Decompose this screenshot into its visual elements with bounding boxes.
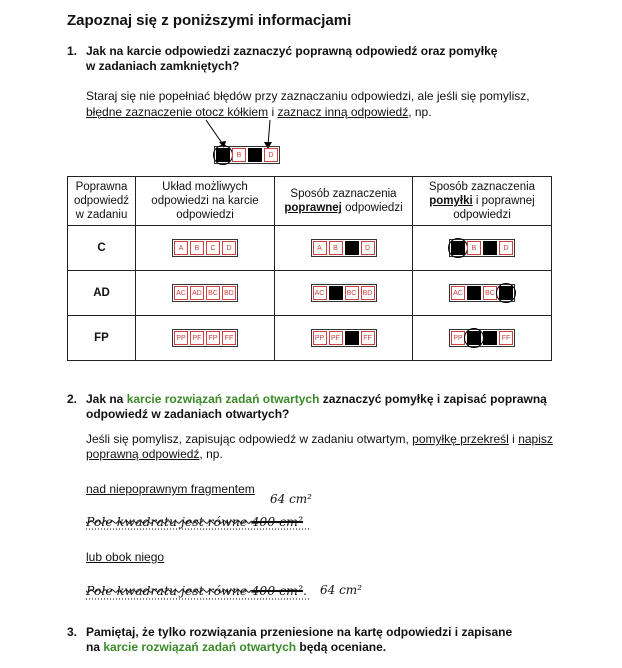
layout-cell	[136, 271, 275, 316]
answer-box: PP	[451, 331, 465, 345]
section-2-question-line1: Jak na karcie rozwiązań zadań otwartych zaznaczyć pomyłkę i zapisać poprawną	[86, 392, 547, 406]
answer-box: AC	[174, 286, 188, 300]
header-correct-answer: Poprawna odpowiedź w zadaniu	[68, 177, 136, 226]
section-2-number: 2.	[67, 392, 78, 406]
mistake-cell	[413, 271, 552, 316]
answer-box: D	[222, 241, 236, 255]
answer-box: AD	[190, 286, 204, 300]
answer-box: BC	[206, 286, 220, 300]
correct-cell	[275, 316, 413, 361]
label-above-fragment: nad niepoprawnym fragmentem	[86, 482, 255, 496]
answer-box: AC	[451, 286, 465, 300]
write-instruction: napisz	[518, 432, 553, 446]
section-3-number: 3.	[67, 625, 78, 639]
table-row	[68, 316, 552, 361]
answer-box: BD	[222, 286, 236, 300]
row-code: AD	[68, 271, 136, 316]
correct-cell	[275, 226, 413, 271]
answer-box: A	[174, 241, 188, 255]
answer-box: D	[361, 241, 375, 255]
section-2-paragraph-line1: Jeśli się pomylisz, zapisując odpowiedź w zadaniu otwartym, pomyłkę przekreśl i napisz	[86, 432, 553, 446]
handwritten-correction-beside: 64 cm²	[320, 583, 362, 597]
page-title: Zapoznaj się z poniższymi informacjami	[67, 12, 352, 29]
handwriting-dotted-underline	[86, 526, 311, 532]
row-code: FP	[68, 316, 136, 361]
section-1-number: 1.	[67, 44, 78, 58]
handwriting-dotted-underline	[86, 596, 311, 602]
section-1-paragraph-line1: Staraj się nie popełniać błędów przy zaznaczaniu odpowiedzi, ale jeśli się pomylisz,	[86, 89, 530, 103]
answer-box-circled	[467, 331, 481, 345]
answer-box: PF	[190, 331, 204, 345]
section-2-question-line2: odpowiedź w zadaniach otwartych?	[86, 407, 290, 421]
mistake-cell	[413, 226, 552, 271]
answer-box	[248, 148, 262, 162]
answer-box-filled	[329, 286, 343, 300]
section-1-question-line2: w zadaniach zamkniętych?	[86, 59, 240, 73]
struck-value: 400 cm²	[251, 514, 304, 529]
table-row	[68, 226, 552, 271]
answer-box: B	[190, 241, 204, 255]
answer-box-filled	[345, 241, 359, 255]
answer-box: A	[313, 241, 327, 255]
label-beside-fragment: lub obok niego	[86, 550, 165, 564]
connector-text: i	[268, 105, 278, 119]
handwritten-sentence-2: Pole kwadratu jest równe 400 cm².	[86, 583, 307, 598]
answer-box: B	[467, 241, 481, 255]
answer-box: FF	[222, 331, 236, 345]
answer-box: PF	[329, 331, 343, 345]
circle-instruction: błędne zaznaczenie otocz kółkiem	[86, 105, 269, 119]
handwritten-sentence-1: Pole kwadratu jest równe 400 cm²	[86, 514, 304, 529]
header-mistake-marking: Sposób zaznaczenia pomyłki i poprawnej odpowiedzi	[413, 177, 552, 226]
mark-other-instruction: zaznacz inną odpowiedź	[277, 105, 409, 119]
example-prefix: , np.	[408, 105, 432, 119]
correct-answer-instruction: poprawną odpowiedź	[86, 447, 200, 461]
open-answers-card-term: karcie rozwiązań zadań otwartych	[126, 392, 320, 406]
answer-box-filled	[345, 331, 359, 345]
open-answers-card-term: karcie rozwiązań zadań otwartych	[103, 640, 297, 654]
mistake-cell	[413, 316, 552, 361]
answer-box: B	[232, 148, 246, 162]
answer-box: D	[264, 148, 278, 162]
answer-box	[216, 148, 230, 162]
answer-box-filled	[483, 241, 497, 255]
answer-box: BD	[361, 286, 375, 300]
answer-box: B	[329, 241, 343, 255]
handwritten-correction-above: 64 cm²	[270, 492, 312, 506]
answer-box: PP	[174, 331, 188, 345]
row-code: C	[68, 226, 136, 271]
answer-box: FF	[361, 331, 375, 345]
answer-box: D	[499, 241, 513, 255]
answer-box-circled	[499, 286, 513, 300]
answer-box-filled	[483, 331, 497, 345]
answer-box-circled	[451, 241, 465, 255]
strike-instruction: pomyłkę przekreśl	[412, 432, 509, 446]
answer-box: AC	[313, 286, 327, 300]
answer-box: PP	[313, 331, 327, 345]
section-3-line1: Pamiętaj, że tylko rozwiązania przeniesione na kartę odpowiedzi i zapisane	[86, 625, 513, 639]
answer-box: FF	[499, 331, 513, 345]
layout-cell	[136, 226, 275, 271]
table-row	[68, 271, 552, 316]
answer-box-filled	[467, 286, 481, 300]
example-answer-boxes	[214, 146, 280, 164]
header-layout: Układ możliwych odpowiedzi na karcie odpowiedzi	[136, 177, 275, 226]
section-3-line2: na karcie rozwiązań zadań otwartych będą oceniane.	[86, 640, 387, 654]
answer-box: BC	[345, 286, 359, 300]
answer-box: BC	[483, 286, 497, 300]
header-correct-marking: Sposób zaznaczenia poprawnej odpowiedzi	[275, 177, 413, 226]
marking-table	[67, 176, 552, 361]
section-1-question-line1: Jak na karcie odpowiedzi zaznaczyć poprawną odpowiedź oraz pomyłkę	[86, 44, 498, 58]
answer-box: FP	[206, 331, 220, 345]
correct-cell	[275, 271, 413, 316]
section-2-paragraph-line2: poprawną odpowiedź, np.	[86, 447, 223, 461]
answer-box: C	[206, 241, 220, 255]
layout-cell	[136, 316, 275, 361]
